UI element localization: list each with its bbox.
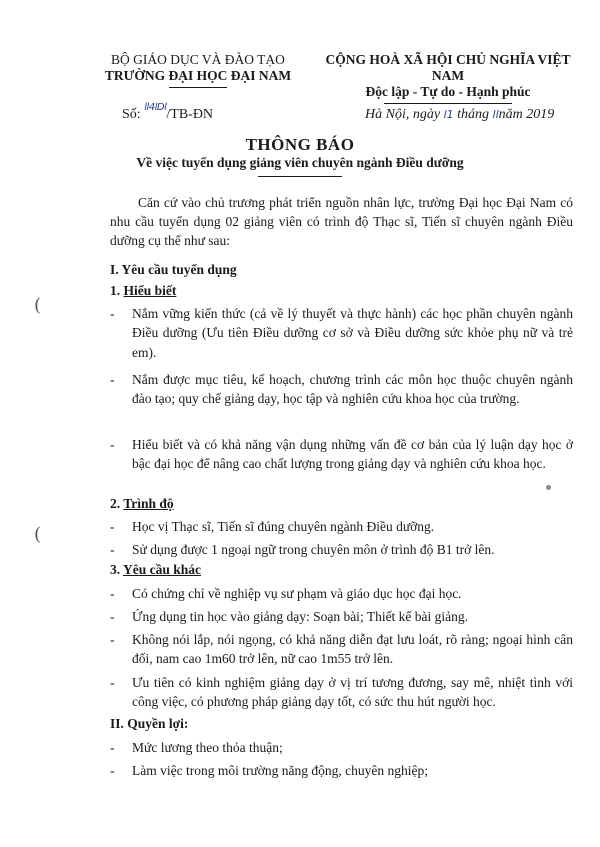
scan-speck [546, 485, 551, 490]
bullet-dash: - [110, 632, 115, 647]
bullet-dash: - [110, 306, 115, 321]
list-item-text: Ứng dụng tin học vào giảng dạy: Soạn bài; Thiết kế bài giảng. [132, 609, 469, 624]
list-item-text: Ưu tiên có kinh nghiệm giảng dạy ở vị trí tương đương, say mê, nhiệt tình với công việc, có phương pháp giảng dạy tốt, có sức thu hút người học. [132, 675, 573, 710]
doc-number-handwritten: ll4lDl [144, 102, 167, 113]
list-item [110, 607, 573, 626]
subsection-3-heading [110, 562, 201, 578]
bullet-dash: - [110, 519, 115, 534]
date-year: năm 2019 [498, 107, 555, 122]
subsection-3-number: 3. [110, 562, 121, 577]
list-item [110, 304, 573, 362]
motto-underline [384, 103, 512, 104]
list-item [110, 761, 573, 780]
bullet-dash: - [110, 609, 115, 624]
issuer-block [98, 52, 298, 88]
date-month-handwritten: ll [492, 108, 499, 121]
country-name: CỘNG HOÀ XÃ HỘI CHỦ NGHĨA VIỆT NAM [325, 52, 571, 83]
date-month-word: tháng [457, 107, 490, 122]
list-item [110, 584, 573, 603]
list-item [110, 738, 573, 757]
list-item-text: Sử dụng được 1 ngoại ngữ trong chuyên môn ở trình độ B1 trở lên. [132, 542, 495, 557]
intro-paragraph: Căn cứ vào chủ trương phát triển nguồn nhân lực, trường Đại học Đại Nam có nhu cầu tuyển dụng 02 giảng viên có trình độ Thạc sĩ, Tiến sĩ chuyên ngành Điều dưỡng cụ thể như sau: [110, 195, 573, 248]
doc-number-suffix: /TB-ĐN [166, 107, 214, 122]
list-item-text: Nắm vững kiến thức (cả về lý thuyết và thực hành) các học phần chuyên ngành Điều dưỡng (Ưu tiên Điều dưỡng cơ sở và Điều dưỡng sức khỏe phụ nữ và trẻ em). [132, 306, 573, 360]
subsection-3-label: Yêu cầu khác [123, 562, 202, 577]
national-header [308, 52, 588, 104]
school-name: TRƯỜNG ĐẠI HỌC ĐẠI NAM [104, 68, 292, 83]
list-item-text: Làm việc trong môi trường năng động, chuyên nghiệp; [132, 763, 429, 778]
subsection-1-heading [110, 283, 176, 299]
list-item [110, 673, 573, 712]
subsection-2-number: 2. [110, 496, 121, 511]
document-number [122, 102, 214, 123]
national-motto: Độc lập - Tự do - Hạnh phúc [365, 84, 531, 99]
punch-hole-mark: ( [34, 524, 42, 545]
document-title: THÔNG BÁO [245, 135, 355, 154]
subtitle-underline [258, 176, 342, 177]
bullet-dash: - [110, 675, 115, 690]
list-item-text: Không nói lắp, nói ngọng, có khả năng diễn đạt lưu loát, rõ ràng; ngoại hình cân đối, nam cao 1m60 trở lên, nữ cao 1m55 trở lên. [132, 632, 573, 667]
subsection-2-heading [110, 496, 174, 512]
bullet-dash: - [110, 542, 115, 557]
list-item-text: Mức lương theo thỏa thuận; [132, 740, 283, 755]
bullet-dash: - [110, 740, 115, 755]
list-item-text: Hiểu biết và có khả năng vận dụng những vấn đề cơ bản của lý luận dạy học ở bậc đại học để nâng cao chất lượng trong giảng dạy và nghiên cứu khoa học. [132, 437, 573, 472]
bullet-dash: - [110, 586, 115, 601]
list-item [110, 370, 573, 409]
document-subtitle: Về việc tuyển dụng giảng viên chuyên ngành Điều dưỡng [136, 155, 464, 170]
list-item-text: Nắm được mục tiêu, kế hoạch, chương trình các môn học thuộc chuyên ngành đào tạo; quy chế giảng dạy, học tập và nghiên cứu khoa học của trường. [132, 372, 573, 407]
list-item-text: Có chứng chỉ về nghiệp vụ sư phạm và giáo dục học đại học. [132, 586, 462, 601]
section-1-heading: I. Yêu cầu tuyển dụng [110, 262, 237, 277]
list-item-text: Học vị Thạc sĩ, Tiến sĩ đúng chuyên ngành Điều dưỡng. [132, 519, 435, 534]
bullet-dash: - [110, 763, 115, 778]
list-item [110, 540, 573, 559]
list-item [110, 435, 573, 474]
doc-number-prefix: Số: [122, 107, 141, 122]
bullet-dash: - [110, 437, 115, 452]
ministry-name: BỘ GIÁO DỤC VÀ ĐÀO TẠO [111, 52, 285, 67]
issuer-underline [169, 87, 227, 88]
subsection-1-label: Hiểu biết [123, 283, 177, 298]
section-2-heading: II. Quyền lợi: [110, 716, 189, 731]
punch-hole-mark: ( [34, 295, 42, 316]
bullet-dash: - [110, 372, 115, 387]
subsection-2-label: Trình độ [123, 496, 174, 511]
date-day-handwritten: l1 [443, 108, 454, 121]
subsection-1-number: 1. [110, 283, 121, 298]
list-item [110, 630, 573, 669]
issue-date [365, 107, 554, 123]
list-item [110, 517, 573, 536]
date-place: Hà Nội, ngày [365, 107, 441, 122]
